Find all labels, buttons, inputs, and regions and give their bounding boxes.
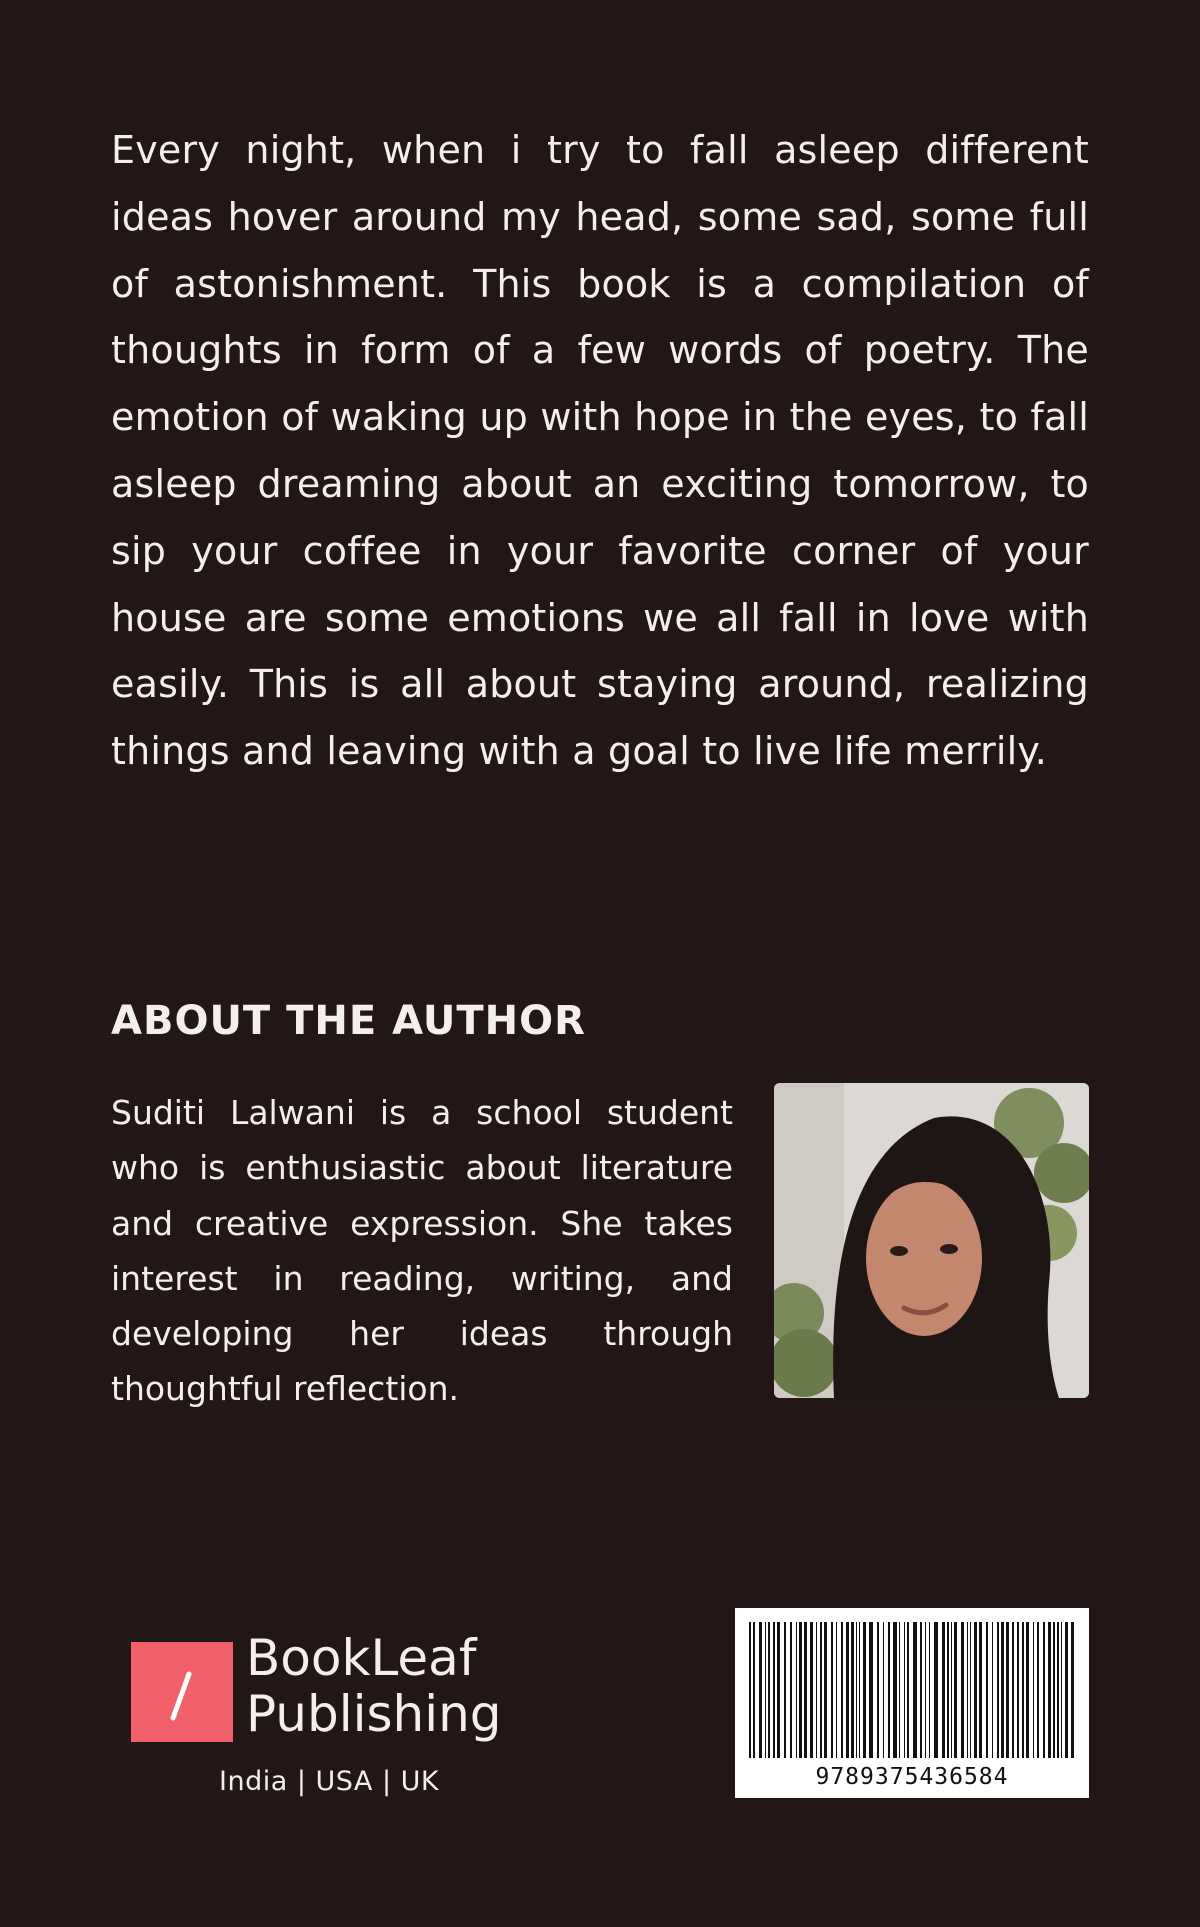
publisher-name xyxy=(246,1630,502,1742)
barcode-bar xyxy=(920,1622,922,1758)
barcode-bar xyxy=(1057,1622,1059,1758)
barcode-bar xyxy=(753,1622,755,1758)
barcode-bar xyxy=(1001,1622,1004,1758)
barcode-bar xyxy=(907,1622,909,1758)
back-cover-blurb: Every night, when i try to fall asleep different ideas hover around my head, some sad, some full of astonishment. This book is a compilation of thoughts in form of a few words of poetry. The emotion of waking up with hope in the eyes, to fall asleep dreaming about an exciting tomorrow, to sip your coffee in your favorite corner of your house are some emotions we all fall in love with easily. This is all about staying around, realizing things and leaving with a goal to live life merrily. xyxy=(111,128,1089,774)
about-author-heading: ABOUT THE AUTHOR xyxy=(111,998,586,1044)
barcode-bar xyxy=(1033,1622,1034,1758)
barcode-bar xyxy=(790,1622,792,1758)
barcode-bar xyxy=(824,1622,827,1758)
barcode-bar xyxy=(1017,1622,1019,1758)
barcode-bar xyxy=(992,1622,993,1758)
barcode-bar xyxy=(893,1622,897,1758)
barcode-bar xyxy=(925,1622,926,1758)
barcode-bar xyxy=(1053,1622,1055,1758)
barcode-bar xyxy=(997,1622,999,1758)
slash-logo-icon xyxy=(131,1642,233,1742)
publisher-name-line2: Publishing xyxy=(246,1685,502,1743)
barcode-bar xyxy=(863,1622,866,1758)
barcode-bar xyxy=(810,1622,813,1758)
barcode-bar xyxy=(970,1622,971,1758)
barcode-bar xyxy=(799,1622,802,1758)
barcode-bar xyxy=(869,1622,873,1758)
barcode-bar xyxy=(904,1622,905,1758)
barcode-bar xyxy=(846,1622,849,1758)
barcode-bar xyxy=(947,1622,949,1758)
barcode-bar xyxy=(1026,1622,1029,1758)
barcode-bar xyxy=(913,1622,917,1758)
barcode-bar xyxy=(1061,1622,1062,1758)
publisher-logo xyxy=(131,1629,521,1802)
barcode-bar xyxy=(1043,1622,1045,1758)
author-photo xyxy=(774,1083,1089,1398)
barcode-bar xyxy=(986,1622,988,1758)
barcode-bar xyxy=(877,1622,879,1758)
barcode-bar xyxy=(979,1622,982,1758)
barcode-bar xyxy=(1012,1622,1014,1758)
barcode-bar xyxy=(888,1622,890,1758)
isbn-barcode xyxy=(735,1608,1089,1798)
author-bio: Suditi Lalwani is a school student who is enthusiastic about literature and creative expression. She takes interest in reading, writing, and developing her ideas through thoughtful reflection. xyxy=(111,1093,733,1409)
publisher-regions: India | USA | UK xyxy=(219,1766,440,1797)
publisher-name-line1: BookLeaf xyxy=(246,1629,477,1687)
barcode-bar xyxy=(777,1622,780,1758)
barcode-bar xyxy=(768,1622,770,1758)
barcode-bar xyxy=(974,1622,977,1758)
barcode-bar xyxy=(942,1622,945,1758)
barcode-bar xyxy=(961,1622,964,1758)
barcode-bar xyxy=(796,1622,797,1758)
barcode-bar xyxy=(1037,1622,1039,1758)
barcode-bar xyxy=(951,1622,952,1758)
barcode-bar xyxy=(816,1622,817,1758)
barcode-bar xyxy=(836,1622,837,1758)
barcode-bar xyxy=(1022,1622,1024,1758)
barcode-bar xyxy=(934,1622,938,1758)
barcode-bar xyxy=(765,1622,766,1758)
barcode-bar xyxy=(1006,1622,1009,1758)
barcode-bar xyxy=(804,1622,807,1758)
barcode-bar xyxy=(1065,1622,1068,1758)
barcode-bar xyxy=(831,1622,833,1758)
barcode-bar xyxy=(1071,1622,1074,1758)
barcode-bar xyxy=(856,1622,857,1758)
barcode-bar xyxy=(883,1622,884,1758)
barcode-bar xyxy=(967,1622,968,1758)
barcode-bar xyxy=(773,1622,775,1758)
barcode-bar xyxy=(851,1622,854,1758)
barcode-bar xyxy=(759,1622,762,1758)
barcode-bar xyxy=(749,1622,751,1758)
barcode-bar xyxy=(954,1622,957,1758)
barcode-bar xyxy=(899,1622,900,1758)
barcode-bar xyxy=(929,1622,930,1758)
barcode-bar xyxy=(859,1622,860,1758)
barcode-bar xyxy=(1048,1622,1051,1758)
barcode-bar xyxy=(784,1622,786,1758)
barcode-bar xyxy=(841,1622,843,1758)
isbn-number: 9789375436584 xyxy=(815,1764,1009,1790)
barcode-bar xyxy=(820,1622,822,1758)
